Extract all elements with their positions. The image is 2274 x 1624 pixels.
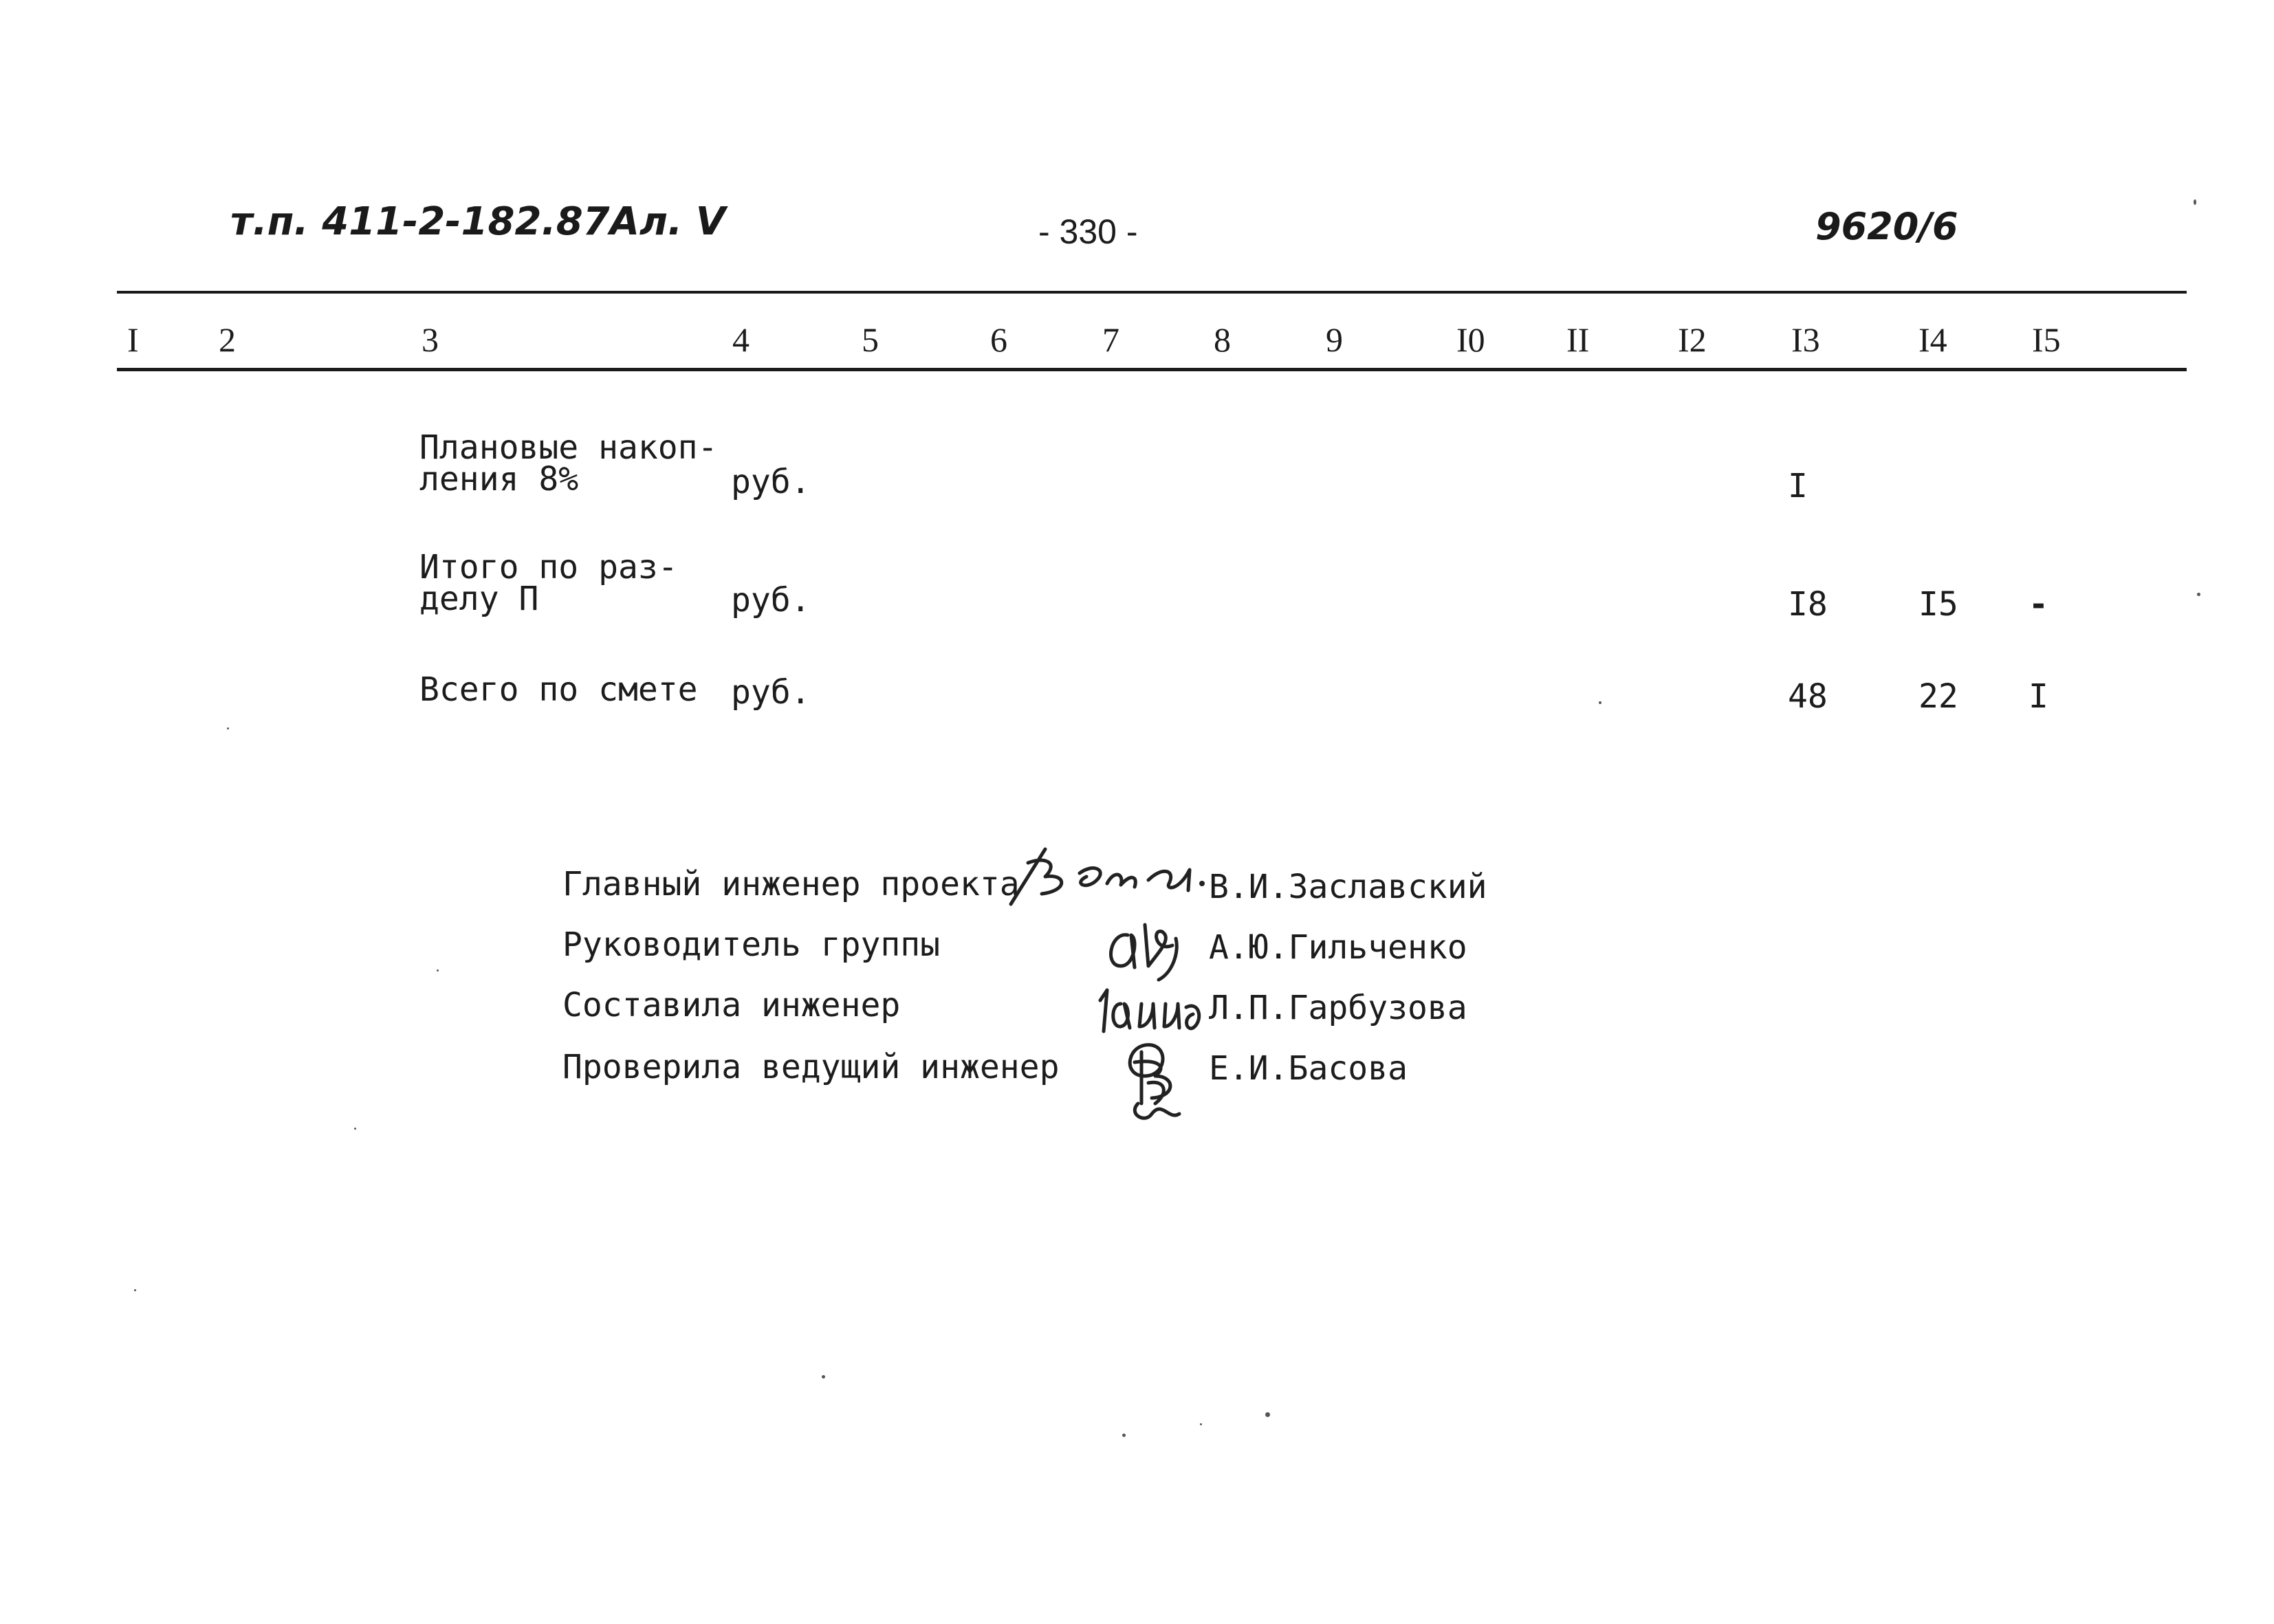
row-name-line1: Плановые накоп-	[419, 428, 718, 467]
col-header-10: I0	[1456, 320, 1485, 359]
row-col13: I8	[1788, 585, 1828, 624]
row-col13: 48	[1788, 677, 1828, 716]
row-name-line2: ления 8%	[419, 460, 579, 498]
col-header-11: II	[1566, 320, 1590, 359]
scan-speck	[1599, 701, 1601, 704]
header-bottom-rule	[117, 368, 2187, 371]
row-col14: I5	[1918, 585, 1958, 624]
col-header-4: 4	[732, 320, 750, 359]
signer-name: Е.И.Басова	[1209, 1049, 1408, 1088]
scan-speck	[1200, 1423, 1202, 1425]
col-header-8: 8	[1214, 320, 1231, 359]
project-code: т.п. 411-2-182.87Ал. V	[230, 199, 726, 244]
col-header-9: 9	[1326, 320, 1343, 359]
scan-speck	[227, 727, 229, 729]
row-col14: 22	[1918, 677, 1958, 716]
scan-speck	[354, 1128, 356, 1130]
scan-speck	[437, 969, 439, 972]
col-header-3: 3	[422, 320, 439, 359]
signer-name: В.И.Заславский	[1209, 868, 1487, 906]
signer-role: Составила инженер	[562, 986, 901, 1024]
signature-garbuzova	[1090, 973, 1214, 1038]
row-name-line2: делу П	[419, 580, 539, 618]
signer-role: Главный инженер проекта	[562, 865, 1020, 903]
scan-speck	[1122, 1434, 1126, 1437]
signature-zaslavsky	[1004, 842, 1210, 911]
signer-role: Руководитель группы	[562, 925, 941, 964]
col-header-5: 5	[862, 320, 879, 359]
col-header-13: I3	[1791, 320, 1820, 359]
col-header-6: 6	[990, 320, 1007, 359]
row-unit: руб.	[731, 673, 811, 712]
row-unit: руб.	[731, 463, 811, 501]
signer-name: Л.П.Гарбузова	[1209, 989, 1467, 1027]
page-number: - 330 -	[1038, 212, 1138, 251]
scan-speck	[2197, 593, 2200, 596]
scan-speck	[822, 1375, 825, 1379]
row-name-line1: Итого по раз-	[419, 548, 678, 586]
sheet-id: 9620/6	[1815, 205, 1958, 248]
scan-speck	[2194, 199, 2196, 205]
row-col15: I	[2029, 677, 2048, 716]
row-name-line1: Всего по смете	[419, 670, 698, 709]
signer-name: А.Ю.Гильченко	[1209, 928, 1467, 967]
signature-basova	[1114, 1035, 1196, 1128]
col-header-14: I4	[1918, 320, 1947, 359]
col-header-12: I2	[1678, 320, 1707, 359]
col-header-1: I	[127, 320, 139, 359]
scan-speck	[1265, 1412, 1270, 1417]
col-header-7: 7	[1102, 320, 1119, 359]
scan-speck	[134, 1289, 136, 1291]
row-col15: -	[2029, 585, 2048, 624]
col-header-2: 2	[219, 320, 236, 359]
col-header-15: I5	[2032, 320, 2061, 359]
signer-role: Проверила ведущий инженер	[562, 1048, 1060, 1086]
row-col13: I	[1788, 467, 1808, 505]
table-top-rule	[117, 291, 2187, 294]
row-unit: руб.	[731, 581, 811, 619]
